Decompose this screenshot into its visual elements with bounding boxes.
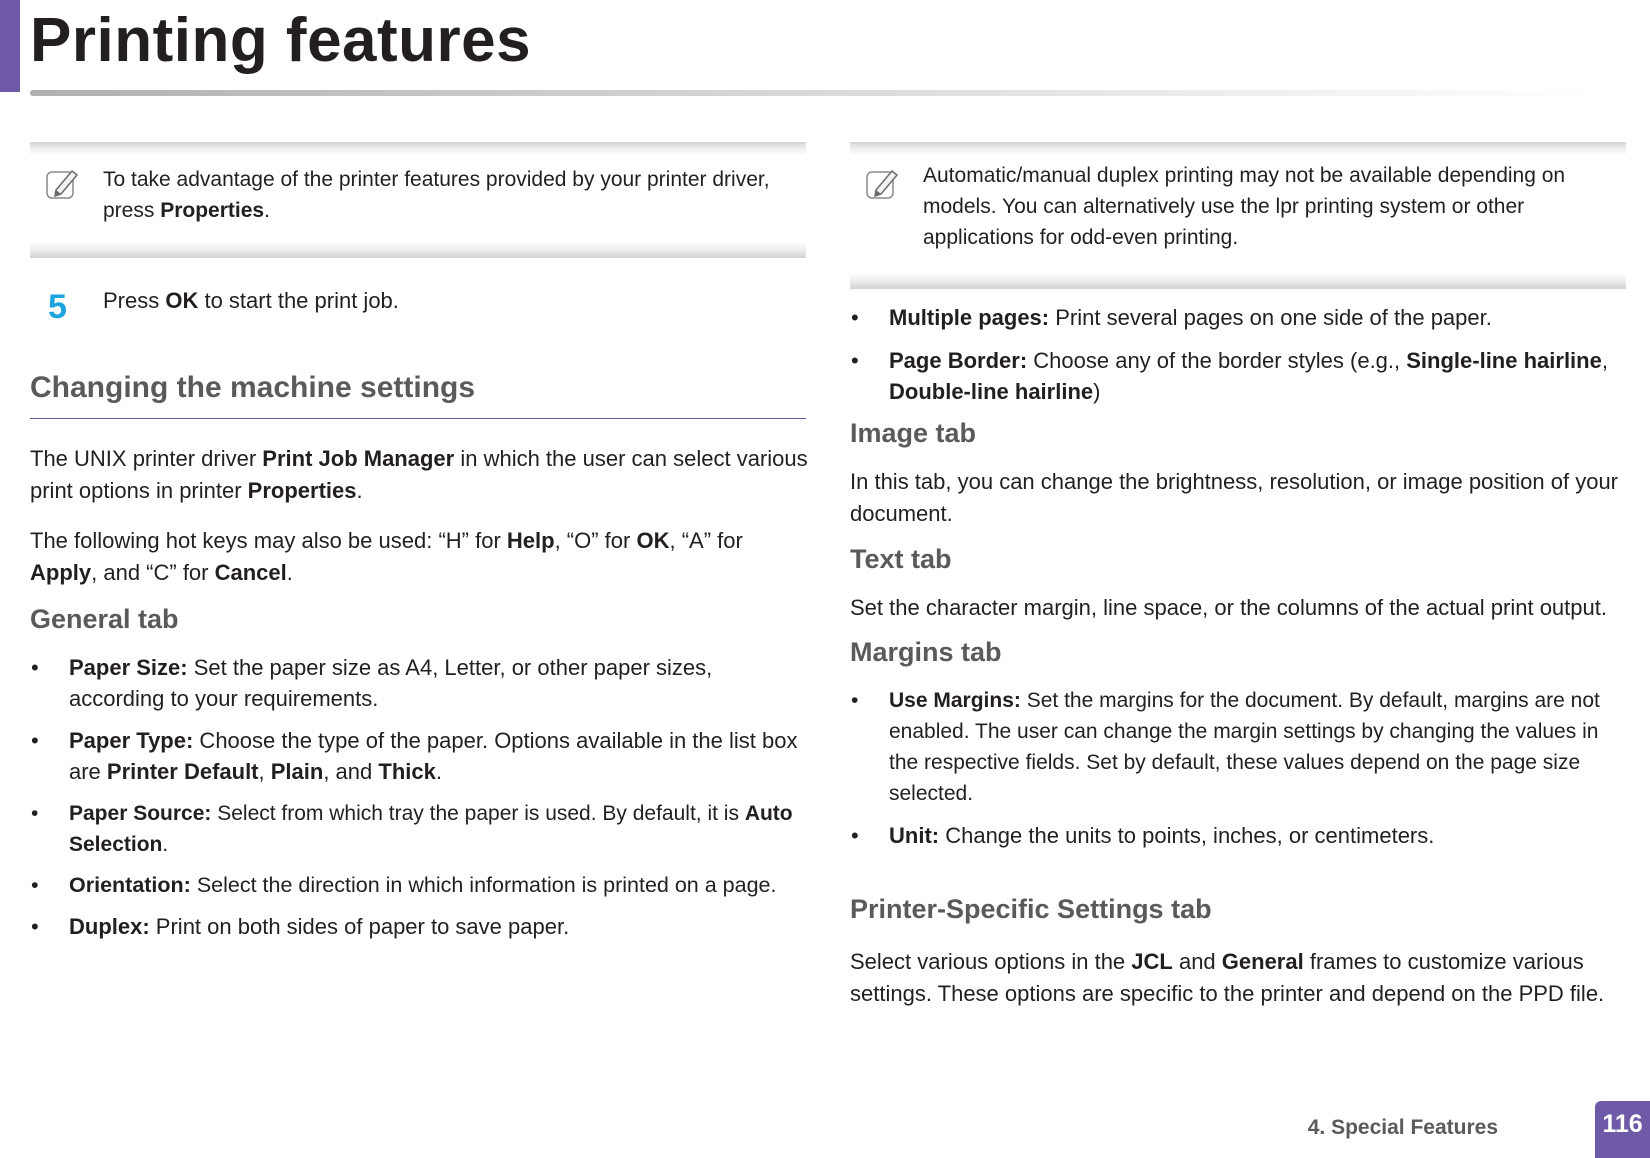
heading-image-tab: Image tab: [850, 418, 977, 448]
list-item: • Unit: Change the units to points, inches, or centimeters.: [851, 823, 1435, 848]
list-item: • Duplex: Print on both sides of paper to save paper.: [31, 914, 570, 939]
step-number: 5: [48, 288, 67, 326]
list-item: • Paper Source: Select from which tray the paper is used. By default, it is Auto Selection.: [31, 802, 793, 856]
step-text: Press OK to start the print job.: [103, 288, 399, 313]
paragraph-image-tab: In this tab, you can change the brightness, resolution, or image position of your document.: [850, 469, 1619, 526]
note-text: Automatic/manual duplex printing may not be available depending on models. You can alternatively use the lpr printing system or other applications for odd-even printing.: [923, 164, 1566, 249]
section-rule: [30, 418, 806, 419]
list-item: • Page Border: Choose any of the border styles (e.g., Single-line hairline, Double-line hairline): [851, 348, 1608, 404]
note-box-left: [30, 142, 806, 258]
note-pencil-icon: [44, 166, 80, 202]
note-text: To take advantage of the printer features provided by your printer driver, press Properties.: [103, 168, 770, 222]
title-underline: [30, 90, 1590, 96]
list-item: • Multiple pages: Print several pages on one side of the paper.: [851, 305, 1492, 330]
page-number: 116: [1602, 1110, 1643, 1138]
list-item: • Paper Size: Set the paper size as A4, Letter, or other paper sizes, according to your requirements.: [31, 655, 713, 711]
paragraph-printer-specific: Select various options in the JCL and General frames to customize various settings. These options are specific to the printer and depend on the PPD file.: [850, 949, 1605, 1006]
footer-chapter: 4. Special Features: [1307, 1116, 1498, 1139]
paragraph-hotkeys: The following hot keys may also be used: “H” for Help, “O” for OK, “A” for Apply, and “C” for Cancel.: [30, 528, 743, 585]
heading-general-tab: General tab: [30, 604, 179, 634]
note-box-right: [850, 142, 1626, 289]
list-item: • Orientation: Select the direction in which information is printed on a page.: [31, 873, 777, 897]
section-heading-machine-settings: Changing the machine settings: [30, 371, 476, 404]
heading-printer-specific-tab: Printer-Specific Settings tab: [850, 894, 1212, 924]
paragraph-text-tab: Set the character margin, line space, or the columns of the actual print output.: [850, 595, 1607, 620]
note-pencil-icon: [864, 166, 900, 202]
heading-margins-tab: Margins tab: [850, 637, 1002, 667]
list-item: • Use Margins: Set the margins for the document. By default, margins are not enabled. The user can change the margin settings by changing the values in the respective fields. Set by default, these values depend on the page size selected.: [851, 689, 1600, 805]
heading-text-tab: Text tab: [850, 544, 952, 574]
page-title: Printing features: [30, 6, 532, 75]
paragraph-driver: The UNIX printer driver Print Job Manager in which the user can select various print options in printer Properties.: [30, 446, 808, 503]
list-item: • Paper Type: Choose the type of the paper. Options available in the list box are Printer Default, Plain, and Thick.: [31, 728, 798, 784]
title-accent-bar: [0, 0, 20, 92]
